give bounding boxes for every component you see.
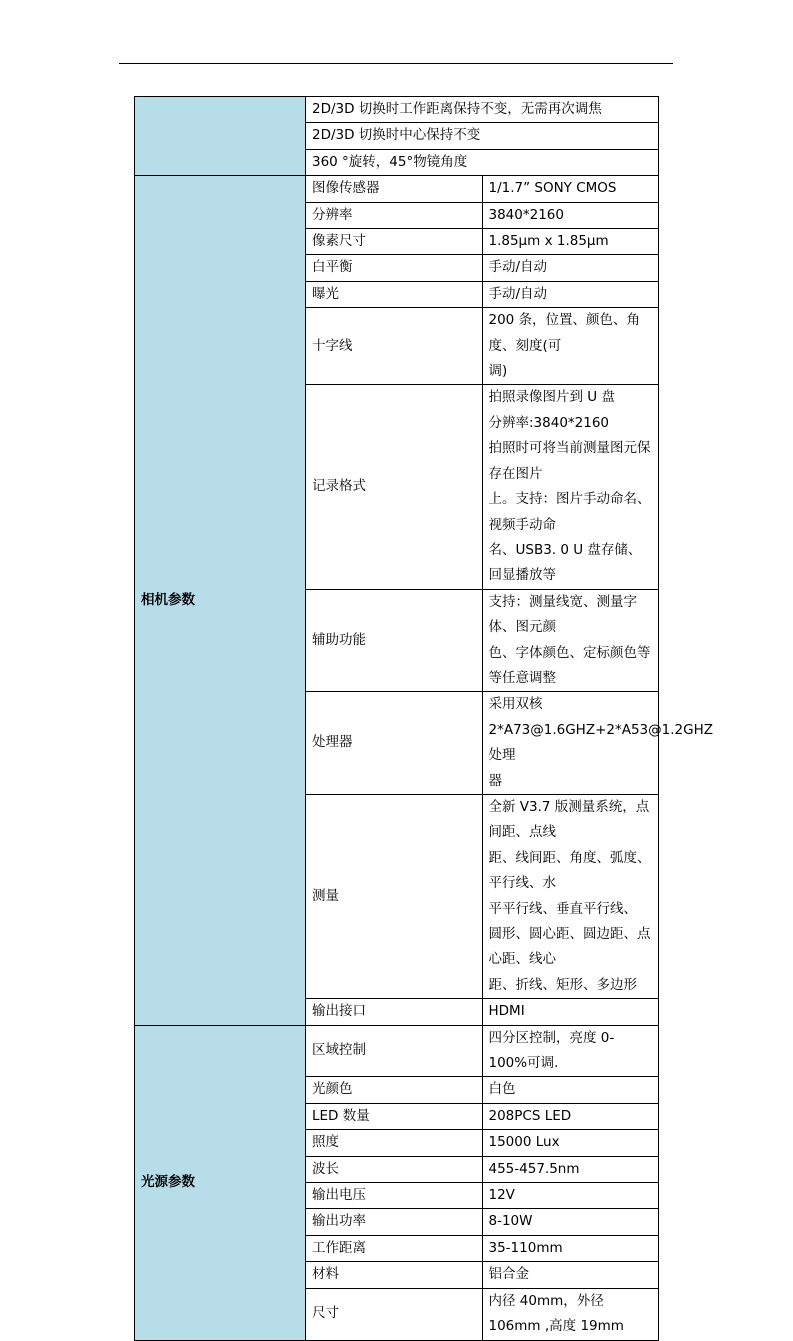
spec-value-line: 圆形、圆心距、圆边距、点心距、线心 (488, 926, 651, 968)
spec-label: 十字线 (306, 308, 483, 385)
spec-table-body (135, 97, 713, 1341)
spec-value-line: 12V (488, 1187, 515, 1204)
spec-label: 工作距离 (306, 1235, 483, 1261)
spec-label: 处理器 (306, 692, 483, 795)
lens-feature-cell: 2D/3D 切换时工作距离保持不变，无需再次调焦 (306, 97, 659, 123)
spec-label: 曝光 (306, 281, 483, 307)
spec-value-line: 距、线间距、角度、弧度、平行线、水 (488, 849, 651, 892)
spec-value (482, 385, 659, 589)
spec-label: LED 数量 (306, 1103, 483, 1129)
category-cell-lens (135, 97, 306, 176)
spec-label: 照度 (306, 1130, 483, 1156)
table-row (135, 176, 659, 202)
spec-value-line: 15000 Lux (488, 1134, 560, 1151)
spec-value (482, 1262, 659, 1288)
spec-value-line: 3840*2160 (488, 206, 564, 223)
spec-value-line: 全新 V3.7 版测量系统，点间距、点线 (488, 798, 650, 841)
lens-feature-cell: 2D/3D 切换时中心保持不变 (306, 123, 659, 149)
spec-value-line: HDMI (488, 1003, 525, 1020)
spec-value (482, 692, 713, 795)
spec-value (482, 1103, 659, 1129)
spec-value-line: 455-457.5nm (488, 1160, 580, 1177)
spec-table (134, 96, 713, 1341)
spec-value (482, 1235, 659, 1261)
lens-feature-cell: 360 °旋转，45°物镜角度 (306, 149, 659, 175)
spec-value-line: 1/1.7” SONY CMOS (488, 180, 617, 197)
header-rule (119, 63, 673, 64)
spec-value-line: 调) (488, 363, 508, 380)
spec-value (482, 1130, 659, 1156)
spec-value-line: 分辨率:3840*2160 (488, 414, 610, 431)
spec-value (482, 1183, 659, 1209)
spec-value (482, 1077, 659, 1103)
spec-value-line: 名、USB3. 0 U 盘存储、回显播放等 (488, 541, 642, 584)
spec-value-line: 1.85μm x 1.85μm (488, 233, 609, 250)
spec-label: 分辨率 (306, 202, 483, 228)
spec-value-line: 色、字体颜色、定标颜色等等任意调整 (488, 644, 651, 686)
spec-label: 波长 (306, 1156, 483, 1182)
spec-value (482, 308, 659, 385)
spec-value-line: 距、折线、矩形、多边形 (488, 976, 637, 993)
spec-value-line: 8-10W (488, 1213, 533, 1230)
spec-value-line: 四分区控制，亮度 0-100%可调. (488, 1029, 615, 1072)
spec-value (482, 281, 659, 307)
table-row (135, 1025, 659, 1077)
spec-value-line: 手动/自动 (488, 259, 548, 276)
spec-value-line: 采用双核 (488, 696, 543, 713)
spec-value (482, 1288, 659, 1340)
spec-label: 尺寸 (306, 1288, 483, 1340)
spec-label: 输出接口 (306, 999, 483, 1025)
spec-label: 输出电压 (306, 1183, 483, 1209)
spec-value-line: 2*A73@1.6GHZ+2*A53@1.2GHZ 处理 (488, 721, 713, 764)
spec-value (482, 589, 659, 692)
spec-label: 像素尺寸 (306, 229, 483, 255)
table-row (135, 97, 659, 123)
spec-label: 材料 (306, 1262, 483, 1288)
category-cell-camera: 相机参数 (135, 176, 306, 1025)
category-cell-light: 光源参数 (135, 1025, 306, 1340)
spec-value-line: 平平行线、垂直平行线、 (488, 900, 637, 917)
spec-label: 光颜色 (306, 1077, 483, 1103)
spec-value (482, 999, 659, 1025)
spec-value-line: 上。支持：图片手动命名、视频手动命 (488, 491, 651, 533)
spec-value-line: 208PCS LED (488, 1107, 572, 1124)
spec-value (482, 229, 659, 255)
spec-value-line: 内径 40mm，外径 106mm ,高度 19mm (488, 1292, 624, 1335)
spec-value (482, 176, 659, 202)
spec-value-line: 拍照时可将当前测量图元保存在图片 (488, 440, 651, 482)
spec-value (482, 202, 659, 228)
spec-value-line: 器 (488, 772, 502, 789)
spec-value-line: 拍照录像图片到 U 盘 (488, 389, 615, 406)
spec-label: 输出功率 (306, 1209, 483, 1235)
spec-value-line: 手动/自动 (488, 285, 548, 302)
spec-label: 测量 (306, 794, 483, 998)
spec-value-line: 铝合金 (488, 1266, 529, 1283)
spec-value (482, 1156, 659, 1182)
spec-label: 区域控制 (306, 1025, 483, 1077)
spec-value-line: 白色 (488, 1081, 516, 1098)
spec-value (482, 255, 659, 281)
spec-value (482, 1209, 659, 1235)
spec-label: 记录格式 (306, 385, 483, 589)
spec-label: 白平衡 (306, 255, 483, 281)
spec-label: 图像传感器 (306, 176, 483, 202)
spec-value-line: 支持：测量线宽、测量字体、图元颜 (488, 593, 637, 636)
spec-value-line: 35-110mm (488, 1239, 563, 1256)
spec-value (482, 794, 659, 998)
spec-value-line: 200 条，位置、颜色、角度、刻度(可 (488, 312, 641, 354)
spec-value (482, 1025, 659, 1077)
spec-label: 辅助功能 (306, 589, 483, 692)
